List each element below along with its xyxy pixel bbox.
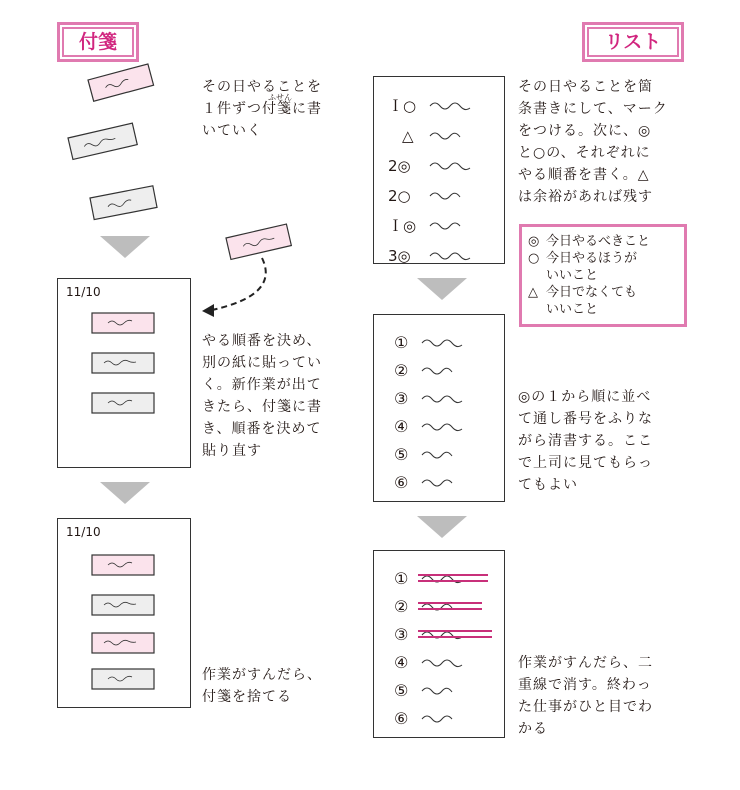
down-arrow (100, 482, 150, 506)
paper-with-notes (57, 518, 191, 708)
sticky-note-gray (90, 186, 157, 220)
number-marks: ① ② ③ ④ ⑤ ⑥ (394, 333, 409, 492)
left-step2-text: やる順番を決め、 別の紙に貼ってい く。新作業が出て きたら、付箋に書 き、順番を決めて 貼り直す (202, 333, 322, 459)
down-arrow (417, 516, 467, 540)
sticky-note-pink (92, 633, 154, 653)
paper-with-notes (57, 278, 191, 468)
sticky-note-gray (92, 353, 154, 373)
double-strike-lines (418, 575, 492, 637)
mark-legend (519, 224, 687, 327)
pasted-notes (58, 519, 192, 709)
sticky-note-pink (92, 313, 154, 333)
new-task-note-arrow (190, 220, 300, 320)
down-arrow (100, 236, 150, 260)
sticky-note-gray (92, 393, 154, 413)
legend-item: ◎ 今日やるべきこと (528, 234, 651, 249)
numbered-todo-list (373, 314, 505, 502)
left-step3-text: 作業がすんだら、 付箋を捨てる (202, 667, 322, 705)
sticky-note-pink (92, 555, 154, 575)
number-marks: ① ② ③ ④ ⑤ ⑥ (394, 569, 409, 728)
right-step3-text: 作業がすんだら、二 重線で消す。終わっ た仕事がひと目でわ かる (518, 655, 653, 737)
completed-todo-list (373, 550, 505, 738)
down-arrow (417, 278, 467, 302)
scribbles (374, 315, 506, 503)
sticky-note-gray (92, 669, 154, 689)
scribbles (374, 77, 506, 265)
loose-sticky-notes (60, 70, 170, 230)
date-label: 11/10 (66, 285, 101, 299)
date-label: 11/10 (66, 525, 101, 539)
left-step1-text: その日やることを ふせん １件ずつ付箋に書 いていく (202, 79, 322, 139)
scribbles (374, 551, 506, 739)
right-step1-text: その日やることを箇 条書きにして、マーク をつける。次に、◎ と○の、それぞれに やる順番を書く。△ は余裕があれば残す (518, 79, 668, 205)
legend-item: △ 今日でなくても いいこと (528, 285, 638, 317)
sticky-note-pink (226, 224, 291, 259)
sticky-note-method-title: 付箋 (57, 22, 139, 62)
right-step2-text: ◎の１から順に並べ て通し番号をふりな がら清書する。ここ で上司に見てもらっ てもよい (518, 389, 653, 493)
sticky-note-gray (68, 123, 137, 159)
ruby-text: ふせん (268, 93, 292, 102)
sticky-note-pink (88, 64, 154, 101)
list-method-title: リスト (582, 22, 684, 62)
list-marks: Ｉ○ △ 2◎ 2○ Ｉ◎ 3◎ (388, 97, 417, 265)
pasted-notes (58, 279, 192, 469)
marked-todo-list (373, 76, 505, 264)
legend-item: ○ 今日やるほうが いいこと (528, 251, 638, 283)
sticky-note-gray (92, 595, 154, 615)
